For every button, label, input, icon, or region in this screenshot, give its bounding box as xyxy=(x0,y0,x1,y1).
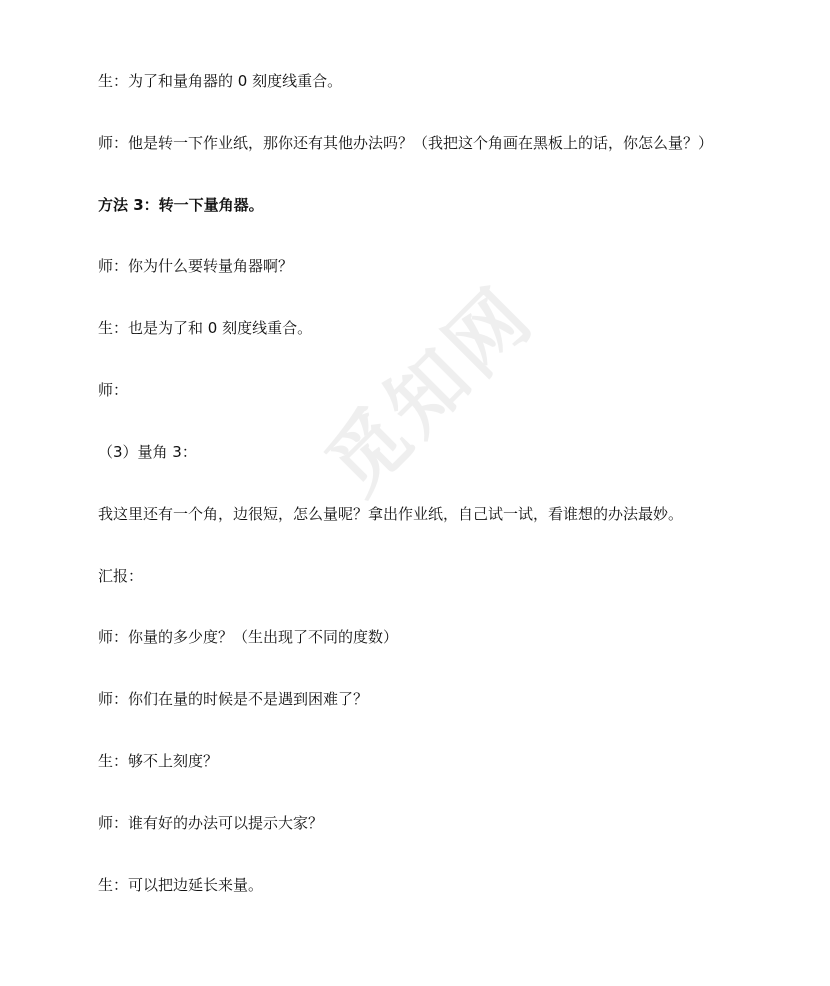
paragraph-line: 生：可以把边延长来量。 xyxy=(98,876,264,894)
method-heading: 方法 3：转一下量角器。 xyxy=(98,196,264,214)
paragraph-line: 师：你们在量的时候是不是遇到困难了？ xyxy=(98,690,369,708)
paragraph-line: 师：谁有好的办法可以提示大家？ xyxy=(98,814,324,832)
paragraph-line: 师：你量的多少度？（生出现了不同的度数） xyxy=(98,628,399,646)
paragraph-line: 我这里还有一个角，边很短，怎么量呢？拿出作业纸，自己试一试，看谁想的办法最妙。 xyxy=(98,505,684,523)
paragraph-line: 师： xyxy=(98,381,129,399)
paragraph-line: 生：也是为了和 0 刻度线重合。 xyxy=(98,319,313,337)
watermark: 觅知网 xyxy=(310,270,552,512)
paragraph-line: 师：他是转一下作业纸，那你还有其他办法吗？（我把这个角画在黑板上的话，你怎么量？） xyxy=(98,134,714,152)
paragraph-line: 生：为了和量角器的 0 刻度线重合。 xyxy=(98,72,343,90)
paragraph-line: 师：你为什么要转量角器啊？ xyxy=(98,257,294,275)
paragraph-line: 生：够不上刻度？ xyxy=(98,752,219,770)
paragraph-line: 汇报： xyxy=(98,567,144,585)
section-heading: （3）量角 3： xyxy=(98,443,197,461)
